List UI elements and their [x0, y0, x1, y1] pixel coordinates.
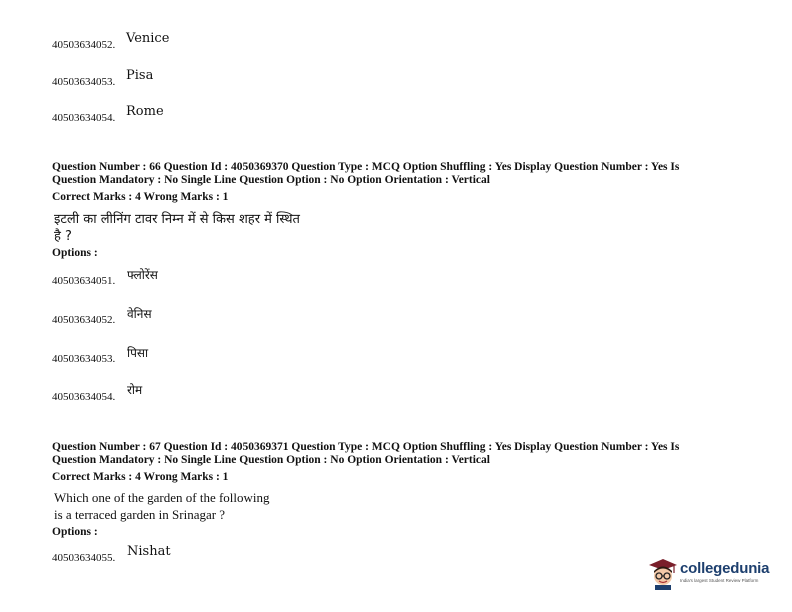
option-id: 40503634053. [52, 76, 116, 88]
question-marks: Correct Marks : 4 Wrong Marks : 1 [52, 191, 229, 203]
collegedunia-watermark [648, 556, 776, 592]
question-marks: Correct Marks : 4 Wrong Marks : 1 [52, 471, 229, 483]
question-text [54, 211, 300, 245]
student-mascot-icon [648, 558, 678, 590]
options-label: Options : [52, 526, 98, 538]
option-id: 40503634053. [52, 353, 116, 365]
question-meta-line: Question Number : 66 Question Id : 4050369370 Question Type : MCQ Option Shuffling : Yes Display Question Number : Yes Is [52, 161, 680, 173]
question-meta-line: Question Number : 67 Question Id : 4050369371 Question Type : MCQ Option Shuffling : Yes Display Question Number : Yes Is [52, 441, 680, 453]
option-text: पिसा [127, 346, 149, 360]
option-text: Pisa [126, 68, 154, 83]
question-text-line: है ? [54, 229, 72, 244]
question-meta [52, 441, 752, 467]
option-text: फ्लोरेंस [127, 268, 158, 282]
question-meta-line: Question Mandatory : No Single Line Question Option : No Option Orientation : Vertical [52, 454, 490, 466]
question-text-line: is a terraced garden in Srinagar ? [54, 507, 226, 522]
option-id: 40503634054. [52, 391, 116, 403]
question-text-line: इटली का लीनिंग टावर निम्न में से किस शहर में स्थित [54, 212, 300, 227]
watermark-brand: collegedunia [680, 560, 770, 577]
option-id: 40503634055. [52, 552, 116, 564]
option-text: रोम [127, 383, 143, 397]
option-id: 40503634052. [52, 39, 116, 51]
question-text [54, 489, 270, 523]
option-id: 40503634051. [52, 275, 116, 287]
options-label: Options : [52, 247, 98, 259]
option-text: Rome [126, 104, 164, 119]
option-text: Venice [126, 31, 170, 46]
option-id: 40503634052. [52, 314, 116, 326]
question-text-line: Which one of the garden of the following [54, 490, 270, 505]
question-meta-line: Question Mandatory : No Single Line Question Option : No Option Orientation : Vertical [52, 174, 490, 186]
option-text: वेनिस [127, 307, 152, 321]
option-id: 40503634054. [52, 112, 116, 124]
watermark-tagline: India's largest Student Review Platform [680, 578, 759, 583]
option-text: Nishat [127, 544, 171, 559]
question-meta [52, 161, 752, 187]
